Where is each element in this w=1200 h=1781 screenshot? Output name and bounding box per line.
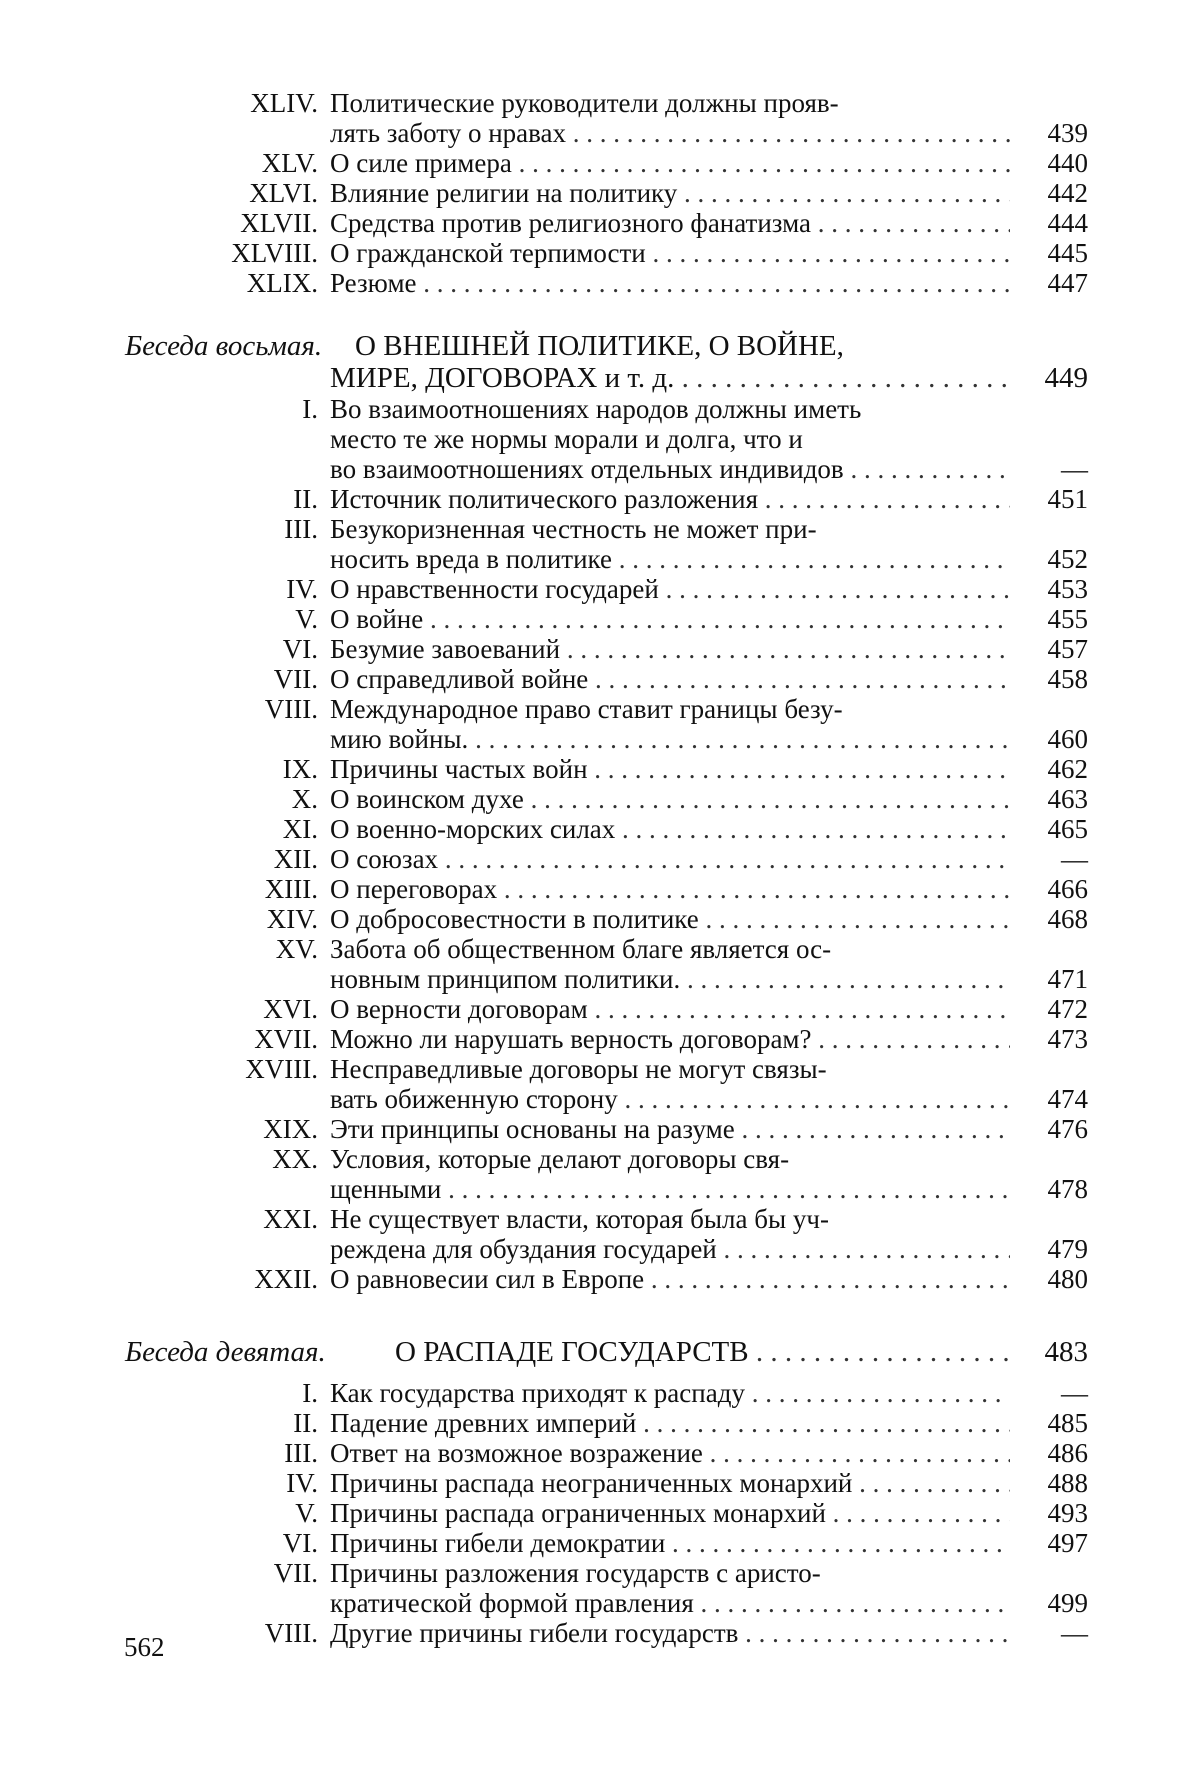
toc-entry-title: Влияние религии на политику . . . [330, 178, 1010, 208]
toc-entry-title: Политические руководители должны прояв- [330, 88, 839, 118]
toc-entry-page: 485 [1047, 1408, 1088, 1438]
toc-entry-line [0, 1498, 1200, 1528]
toc-entry-number: XLV. [261, 148, 318, 178]
toc-entry-number: XLVII. [240, 208, 318, 238]
toc-entry-number: V. [295, 1498, 318, 1528]
toc-entry [0, 634, 1200, 664]
toc-entry-page: 445 [1047, 238, 1088, 268]
toc-entry-page: 479 [1047, 1234, 1088, 1264]
toc-entry [0, 514, 1200, 574]
toc-entry-page: — [1061, 1618, 1088, 1648]
toc-entry-page: 451 [1047, 484, 1088, 514]
toc-entry-line [0, 844, 1200, 874]
toc-entry-page: 480 [1047, 1264, 1088, 1294]
toc-entry-line [0, 1084, 1200, 1114]
toc-entry-number: XLIX. [246, 268, 318, 298]
toc-entry [0, 694, 1200, 754]
toc-entry-page: 452 [1047, 544, 1088, 574]
section-title: МИРЕ, ДОГОВОРАХ и т. д. . . . [330, 362, 1010, 394]
toc-entry [0, 1204, 1200, 1264]
toc-entry [0, 1558, 1200, 1618]
toc-entry-line [0, 118, 1200, 148]
toc-entry-number: II. [293, 1408, 318, 1438]
toc-entry-title: О верности договорам . . . [330, 994, 1010, 1024]
toc-entry-number: VIII. [264, 1618, 318, 1648]
toc-entry-line [0, 238, 1200, 268]
toc-entry [0, 178, 1200, 208]
toc-entry [0, 208, 1200, 238]
toc-entry-number: XXI. [263, 1204, 318, 1234]
toc-entry-title: О нравственности государей . . . [330, 574, 1010, 604]
toc-entry-line [0, 1468, 1200, 1498]
toc-entry [0, 1024, 1200, 1054]
toc-entry-line [0, 994, 1200, 1024]
toc-entry-title: Несправедливые договоры не могут связы- [330, 1054, 827, 1084]
toc-entry-page: 453 [1047, 574, 1088, 604]
toc-entry [0, 238, 1200, 268]
toc-entry-line [0, 1618, 1200, 1648]
toc-entry-line [0, 664, 1200, 694]
toc-entry [0, 148, 1200, 178]
toc-entry [0, 1408, 1200, 1438]
toc-entry [0, 874, 1200, 904]
toc-entry-title: во взаимоотношениях отдельных индивидов . . . [330, 454, 1010, 484]
toc-entry-number: IV. [286, 574, 318, 604]
toc-entry-page: 476 [1047, 1114, 1088, 1144]
spacer [0, 1368, 1200, 1378]
toc-entry-title: Причины распада ограниченных монархий . . . [330, 1498, 1010, 1528]
toc-entry-line [0, 1438, 1200, 1468]
toc-entry-line [0, 268, 1200, 298]
toc-entry-number: V. [295, 604, 318, 634]
toc-entry [0, 574, 1200, 604]
toc-entry-line [0, 904, 1200, 934]
toc-entry-number: XLIV. [250, 88, 318, 118]
toc-entry-line [0, 424, 1200, 454]
toc-entry-page: 488 [1047, 1468, 1088, 1498]
toc-entry-number: I. [302, 1378, 318, 1408]
toc-entry-line [0, 1558, 1200, 1588]
toc-entry-line [0, 1144, 1200, 1174]
toc-entry-number: VIII. [264, 694, 318, 724]
toc-entry-number: XII. [273, 844, 318, 874]
toc-entry-number: XLVI. [249, 178, 318, 208]
toc-entry-number: XVIII. [245, 1054, 318, 1084]
page-number: 562 [124, 1632, 165, 1662]
toc-entry-line [0, 874, 1200, 904]
toc-entry-title: О силе примера . . . [330, 148, 1010, 178]
section-title: О ВНЕШНЕЙ ПОЛИТИКЕ, О ВОЙНЕ, [355, 330, 844, 362]
toc-entry-line [0, 1408, 1200, 1438]
toc-entry [0, 1378, 1200, 1408]
toc-entry-title: мию войны. . . . [330, 724, 1010, 754]
toc-entry-title: Источник политического разложения . . . [330, 484, 1010, 514]
toc-entry-number: XI. [282, 814, 318, 844]
toc-entry-number: XXII. [254, 1264, 318, 1294]
toc-entry-line [0, 694, 1200, 724]
toc-entry-page: 455 [1047, 604, 1088, 634]
toc-section-9 [0, 1336, 1200, 1648]
toc-entry [0, 268, 1200, 298]
toc-entry-page: 460 [1047, 724, 1088, 754]
toc-entry-line [0, 724, 1200, 754]
toc-entry-title: Безумие завоеваний . . . [330, 634, 1010, 664]
toc-entry-line [0, 1528, 1200, 1558]
toc-entry-line [0, 754, 1200, 784]
toc-entry-line [0, 1234, 1200, 1264]
toc-entry-page: 493 [1047, 1498, 1088, 1528]
toc-entry-title: О переговорах . . . [330, 874, 1010, 904]
toc-entry-title: новным принципом политики. . . . [330, 964, 1010, 994]
toc-entry-number: XIII. [264, 874, 318, 904]
toc-entry-line [0, 1588, 1200, 1618]
toc-entry [0, 484, 1200, 514]
toc-entry-line [0, 1264, 1200, 1294]
toc-entry-title: О добросовестности в политике . . . [330, 904, 1010, 934]
toc-entry [0, 754, 1200, 784]
toc-entry-title: реждена для обуздания государей . . . [330, 1234, 1010, 1264]
toc-entry-number: IX. [282, 754, 318, 784]
toc-entry-title: Причины распада неограниченных монархий . . . [330, 1468, 1010, 1498]
toc-entry-title: Условия, которые делают договоры свя- [330, 1144, 790, 1174]
toc-entry-page: 442 [1047, 178, 1088, 208]
toc-entry-page: 440 [1047, 148, 1088, 178]
section-heading-line [0, 330, 1200, 362]
toc-entry-page: 465 [1047, 814, 1088, 844]
toc-entry-line [0, 1114, 1200, 1144]
toc-entry-line [0, 208, 1200, 238]
toc-entry-page: 462 [1047, 754, 1088, 784]
toc-entry-number: III. [284, 1438, 318, 1468]
toc-entry-page: 471 [1047, 964, 1088, 994]
toc-entry-line [0, 484, 1200, 514]
toc-entry-title: Причины частых войн . . . [330, 754, 1010, 784]
toc-entry-number: XV. [275, 934, 318, 964]
section-title: О РАСПАДЕ ГОСУДАРСТВ . . . [395, 1336, 1010, 1368]
toc-entry-line [0, 784, 1200, 814]
toc-entry-page: 486 [1047, 1438, 1088, 1468]
section-label: Беседа девятая. [125, 1336, 326, 1368]
toc-entry-title: Забота об общественном благе является ос- [330, 934, 832, 964]
toc-entry [0, 1618, 1200, 1648]
toc-entry-page: 466 [1047, 874, 1088, 904]
toc-entry [0, 1498, 1200, 1528]
toc-entry-number: I. [302, 394, 318, 424]
toc-entry-number: XVI. [263, 994, 318, 1024]
toc-entry [0, 1114, 1200, 1144]
toc-entry-line [0, 394, 1200, 424]
toc-entry-number: VII. [273, 664, 318, 694]
toc-entry-number: XIV. [266, 904, 318, 934]
toc-entry [0, 664, 1200, 694]
toc-entry-page: 472 [1047, 994, 1088, 1024]
toc-entry-line [0, 964, 1200, 994]
toc-entry-number: XVII. [254, 1024, 318, 1054]
toc-entry-page: — [1061, 1378, 1088, 1408]
toc-entry-line [0, 1054, 1200, 1084]
toc-entry [0, 1054, 1200, 1114]
toc-entry-line [0, 1024, 1200, 1054]
toc-entry-title: Причины гибели демократии . . . [330, 1528, 1010, 1558]
toc-entry-line [0, 634, 1200, 664]
toc-entry-title: Во взаимоотношениях народов должны иметь [330, 394, 862, 424]
toc-entry [0, 814, 1200, 844]
toc-entry-page: 473 [1047, 1024, 1088, 1054]
toc-entry-title: Ответ на возможное возражение . . . [330, 1438, 1010, 1468]
toc-section-7-tail [0, 88, 1200, 298]
toc-entry [0, 994, 1200, 1024]
toc-entry-line [0, 574, 1200, 604]
toc-entry-title: Можно ли нарушать верность договорам? . . . [330, 1024, 1010, 1054]
toc-entry [0, 904, 1200, 934]
toc-entry-page: 444 [1047, 208, 1088, 238]
section-page: 449 [1044, 362, 1088, 394]
toc-entry-title: О союзах . . . [330, 844, 1010, 874]
toc-entry-page: 499 [1047, 1588, 1088, 1618]
toc-entry-line [0, 454, 1200, 484]
toc-entry [0, 784, 1200, 814]
toc-entry-line [0, 178, 1200, 208]
toc-entry-line [0, 514, 1200, 544]
toc-entry-page: 474 [1047, 1084, 1088, 1114]
toc-entry [0, 1528, 1200, 1558]
toc-entry-title: О равновесии сил в Европе . . . [330, 1264, 1010, 1294]
toc-entry-title: О гражданской терпимости . . . [330, 238, 1010, 268]
toc-entry-title: Другие причины гибели государств . . . [330, 1618, 1010, 1648]
section-heading-line [0, 1336, 1200, 1368]
toc-entry [0, 844, 1200, 874]
toc-entry-number: XIX. [263, 1114, 318, 1144]
toc-entry-number: VII. [273, 1558, 318, 1588]
toc-entry-line [0, 544, 1200, 574]
toc-entry [0, 1264, 1200, 1294]
section-heading-line [0, 362, 1200, 394]
toc-entry-title: Не существует власти, которая была бы уч- [330, 1204, 829, 1234]
toc-entry-line [0, 1378, 1200, 1408]
toc-entry-page: 439 [1047, 118, 1088, 148]
toc-entry-line [0, 88, 1200, 118]
toc-entry-page: 458 [1047, 664, 1088, 694]
toc-entry-title: Падение древних империй . . . [330, 1408, 1010, 1438]
toc-entry-title: Как государства приходят к распаду . . . [330, 1378, 1010, 1408]
toc-entry-number: XLVIII. [231, 238, 318, 268]
toc-entry-line [0, 1174, 1200, 1204]
toc-entry-title: О воинском духе . . . [330, 784, 1010, 814]
toc-entry-line [0, 814, 1200, 844]
toc-section-8 [0, 330, 1200, 1294]
toc-entry-number: III. [284, 514, 318, 544]
toc-entry-page: 468 [1047, 904, 1088, 934]
toc-entry-number: II. [293, 484, 318, 514]
toc-entry [0, 1468, 1200, 1498]
toc-entry-number: XX. [272, 1144, 318, 1174]
toc-entry-page: 447 [1047, 268, 1088, 298]
toc-entry-title: Причины разложения государств с аристо- [330, 1558, 821, 1588]
toc-entry-line [0, 934, 1200, 964]
toc-entry-number: X. [291, 784, 318, 814]
toc-entry-page: 478 [1047, 1174, 1088, 1204]
toc-entry-title: О войне . . . [330, 604, 1010, 634]
toc-entry-line [0, 148, 1200, 178]
toc-entry-title: О справедливой войне . . . [330, 664, 1010, 694]
toc-entry-title: Средства против религиозного фанатизма . . . [330, 208, 1010, 238]
toc-entry-title: носить вреда в политике . . . [330, 544, 1010, 574]
toc-entry-title: кратической формой правления . . . [330, 1588, 1010, 1618]
toc-entry-line [0, 1204, 1200, 1234]
toc-entry-title: вать обиженную сторону . . . [330, 1084, 1010, 1114]
toc-entry-title: Международное право ставит границы безу- [330, 694, 843, 724]
section-page: 483 [1044, 1336, 1088, 1368]
toc-entry-title: лять заботу о нравах . . . [330, 118, 1010, 148]
toc-entry [0, 604, 1200, 634]
toc-entry-page: 463 [1047, 784, 1088, 814]
toc-entry [0, 1144, 1200, 1204]
toc-entry-title: место те же нормы морали и долга, что и [330, 424, 803, 454]
toc-entry-line [0, 604, 1200, 634]
toc-entry-title: О военно-морских силах . . . [330, 814, 1010, 844]
toc-entry-title: Эти принципы основаны на разуме . . . [330, 1114, 1010, 1144]
toc-entry-number: VI. [282, 1528, 318, 1558]
toc-entry [0, 394, 1200, 484]
toc-entry [0, 934, 1200, 994]
toc-entry-title: щенными . . . [330, 1174, 1010, 1204]
toc-entry [0, 1438, 1200, 1468]
toc-entry-page: — [1061, 454, 1088, 484]
toc-entry-title: Безукоризненная честность не может при- [330, 514, 817, 544]
toc-entry-title: Резюме . . . [330, 268, 1010, 298]
toc-entry [0, 88, 1200, 148]
toc-entry-page: 457 [1047, 634, 1088, 664]
toc-entry-number: VI. [282, 634, 318, 664]
toc-entry-page: 497 [1047, 1528, 1088, 1558]
section-label: Беседа восьмая. [125, 330, 323, 362]
toc-entry-page: — [1061, 844, 1088, 874]
toc-entry-number: IV. [286, 1468, 318, 1498]
